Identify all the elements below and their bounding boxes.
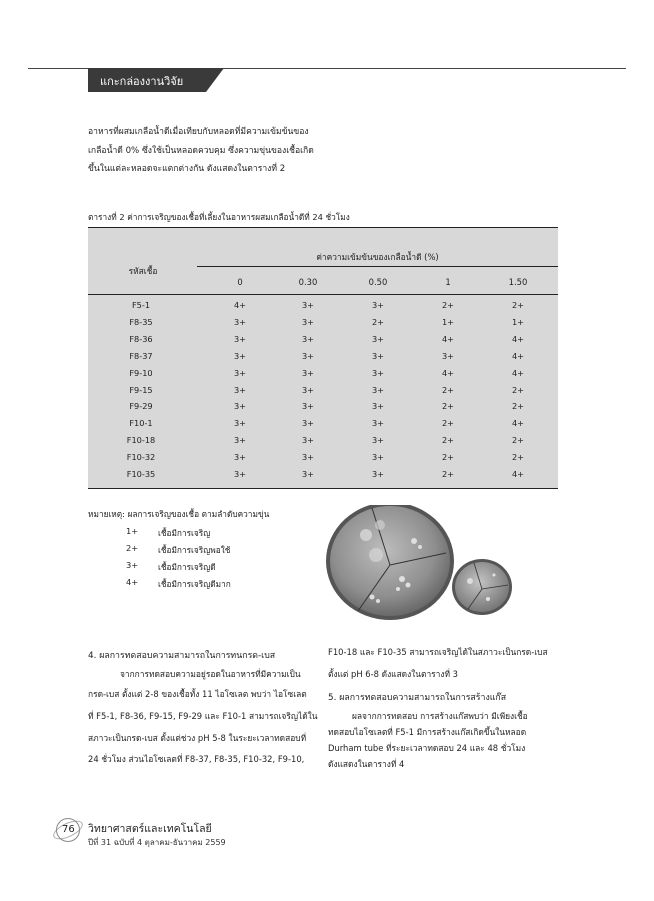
table-cell: 4+ [511, 418, 525, 428]
table-row-code: F10-18 [126, 435, 156, 445]
table-cell: 4+ [441, 368, 455, 378]
table-cell: 2+ [511, 401, 525, 411]
journal-title: วิทยาศาสตร์และเทคโนโลยี [88, 823, 212, 835]
table-cell: 4+ [511, 351, 525, 361]
table-cell: 1+ [511, 317, 525, 327]
section4-continued-line: ตั้งแต่ pH 6-8 ดังแสดงในตารางที่ 3 [328, 669, 458, 679]
table-cell: 3+ [441, 351, 455, 361]
table-cell: 2+ [511, 385, 525, 395]
table-cell: 3+ [301, 334, 315, 344]
section4-line: 24 ชั่วโมง ส่วนไอโซเลตที่ F8-37, F8-35, F10-32, F9-10, [88, 754, 305, 764]
table-cell: 3+ [371, 452, 385, 462]
table-cell: 3+ [371, 368, 385, 378]
section5-line: ดังแสดงในตารางที่ 4 [328, 759, 405, 769]
table-column-header: 0 [237, 277, 243, 287]
note-level: 1+ [126, 526, 139, 536]
table-cell: 3+ [371, 351, 385, 361]
note-description: เชื้อมีการเจริญดีมาก [158, 579, 231, 589]
table-row-code: F5-1 [131, 300, 151, 310]
table-cell: 3+ [233, 351, 247, 361]
table-cell: 3+ [233, 317, 247, 327]
table-cell: 4+ [441, 334, 455, 344]
table-cell: 3+ [371, 401, 385, 411]
section5-line: Durham tube ที่ระยะเวลาทดสอบ 24 และ 48 ชั่วโมง [328, 743, 526, 753]
table-cell: 3+ [371, 469, 385, 479]
table-cell: 2+ [511, 435, 525, 445]
table-cell: 2+ [371, 317, 385, 327]
table-caption: ตารางที่ 2 ค่าการเจริญของเชื้อที่เลี้ยงในอาหารผสมเกลือน้ำดีที่ 24 ชั่วโมง [88, 212, 350, 222]
table-cell: 2+ [441, 385, 455, 395]
table-cell: 4+ [233, 300, 247, 310]
section-tab-notch [206, 68, 224, 92]
table-cell: 3+ [301, 368, 315, 378]
table-cell: 3+ [233, 452, 247, 462]
table-cell: 3+ [371, 334, 385, 344]
table-column-header: 0.50 [368, 277, 388, 287]
table-cell: 3+ [233, 435, 247, 445]
section4-heading: 4. ผลการทดสอบความสามารถในการทนกรด-เบส [88, 651, 276, 661]
note-level: 4+ [126, 577, 139, 587]
table-cell: 3+ [233, 418, 247, 428]
table-cell: 3+ [233, 385, 247, 395]
section4-line: จากการทดสอบความอยู่รอดในอาหารที่มีความเป็น [120, 669, 301, 679]
table-group-header: ค่าความเข้มข้นของเกลือน้ำดี (%) [316, 252, 439, 262]
table-cell: 3+ [371, 435, 385, 445]
table-cell: 3+ [301, 351, 315, 361]
table-cell: 2+ [441, 435, 455, 445]
table-cell: 3+ [301, 469, 315, 479]
note-title: หมายเหตุ: ผลการเจริญของเชื้อ ตามลำดับความขุ่น [88, 509, 270, 519]
table-cell: 2+ [511, 300, 525, 310]
table-cell: 3+ [301, 435, 315, 445]
note-level: 3+ [126, 560, 139, 570]
section4-line: สภาวะเป็นกรด-เบส ตั้งแต่ช่วง pH 5-8 ในระยะเวลาทดสอบที่ [88, 733, 307, 743]
section4-line: ที่ F5-1, F8-36, F9-15, F9-29 และ F10-1 สามารถเจริญได้ใน [88, 711, 318, 721]
table-header-rule [88, 294, 558, 295]
note-level: 2+ [126, 543, 139, 553]
table-cell: 3+ [233, 469, 247, 479]
table-row-code: F10-35 [126, 469, 156, 479]
table-cell: 2+ [511, 452, 525, 462]
table-cell: 2+ [441, 300, 455, 310]
note-description: เชื้อมีการเจริญดี [158, 562, 216, 572]
table-cell: 2+ [441, 418, 455, 428]
table-cell: 3+ [233, 334, 247, 344]
petri-dish-photo [318, 505, 530, 625]
table-cell: 3+ [371, 385, 385, 395]
table-top-rule [88, 227, 558, 228]
table-column-header: 1 [445, 277, 451, 287]
table-cell: 3+ [301, 385, 315, 395]
intro-line: เกลือน้ำดี 0% ซึ่งใช้เป็นหลอดควบคุม ซึ่งความขุ่นของเชื้อเกิด [88, 146, 314, 156]
table-cell: 2+ [441, 469, 455, 479]
table-cell: 4+ [511, 368, 525, 378]
table-row-header: รหัสเชื้อ [128, 266, 158, 276]
table-row-code: F9-29 [129, 401, 153, 411]
table-row-code: F9-15 [129, 385, 153, 395]
table-group-rule [197, 266, 558, 267]
intro-line: อาหารที่ผสมเกลือน้ำดีเมื่อเทียบกับหลอดที่มีความเข้มข้นของ [88, 127, 309, 137]
table-cell: 3+ [301, 401, 315, 411]
table-column-header: 0.30 [298, 277, 318, 287]
table-cell: 3+ [371, 418, 385, 428]
table-bottom-rule [88, 488, 558, 489]
section-title: แกะกล่องงานวิจัย [100, 75, 184, 88]
section5-heading: 5. ผลการทดสอบความสามารถในการสร้างแก๊ส [328, 693, 507, 703]
section4-continued-line: F10-18 และ F10-35 สามารถเจริญได้ในสภาวะเป็นกรด-เบส [328, 647, 548, 657]
table-row-code: F10-32 [126, 452, 156, 462]
table-row-code: F8-36 [129, 334, 153, 344]
note-description: เชื้อมีการเจริญ [158, 528, 211, 538]
table-cell: 3+ [301, 418, 315, 428]
section5-line: ทดสอบไอโซเลตที่ F5-1 มีการสร้างแก๊สเกิดขึ้นในหลอด [328, 727, 527, 737]
table-cell: 4+ [511, 334, 525, 344]
table-column-header: 1.50 [508, 277, 528, 287]
table-cell: 3+ [301, 452, 315, 462]
table-row-code: F10-1 [129, 418, 153, 428]
table-row-code: F8-35 [129, 317, 153, 327]
table-cell: 4+ [511, 469, 525, 479]
table-cell: 3+ [301, 317, 315, 327]
table-cell: 3+ [301, 300, 315, 310]
table-cell: 2+ [441, 401, 455, 411]
table-cell: 3+ [233, 368, 247, 378]
journal-issue: ปีที่ 31 ฉบับที่ 4 ตุลาคม-ธันวาคม 2559 [88, 838, 226, 847]
table-row-code: F9-10 [129, 368, 153, 378]
section4-line: กรด-เบส ตั้งแต่ 2-8 ของเชื้อทั้ง 11 ไอโซเลต พบว่า ไอโซเลต [88, 689, 307, 699]
note-description: เชื้อมีการเจริญพอใช้ [158, 545, 231, 555]
table-row-code: F8-37 [129, 351, 153, 361]
table-cell: 3+ [371, 300, 385, 310]
table-cell: 1+ [441, 317, 455, 327]
table-cell: 3+ [233, 401, 247, 411]
intro-line: ขึ้นในแต่ละหลอดจะแตกต่างกัน ดังแสดงในตารางที่ 2 [88, 164, 286, 174]
table-cell: 2+ [441, 452, 455, 462]
page-number: 76 [62, 824, 75, 835]
section5-line: ผลจากการทดสอบ การสร้างแก๊สพบว่า มีเพียงเชื้อ [352, 711, 528, 721]
